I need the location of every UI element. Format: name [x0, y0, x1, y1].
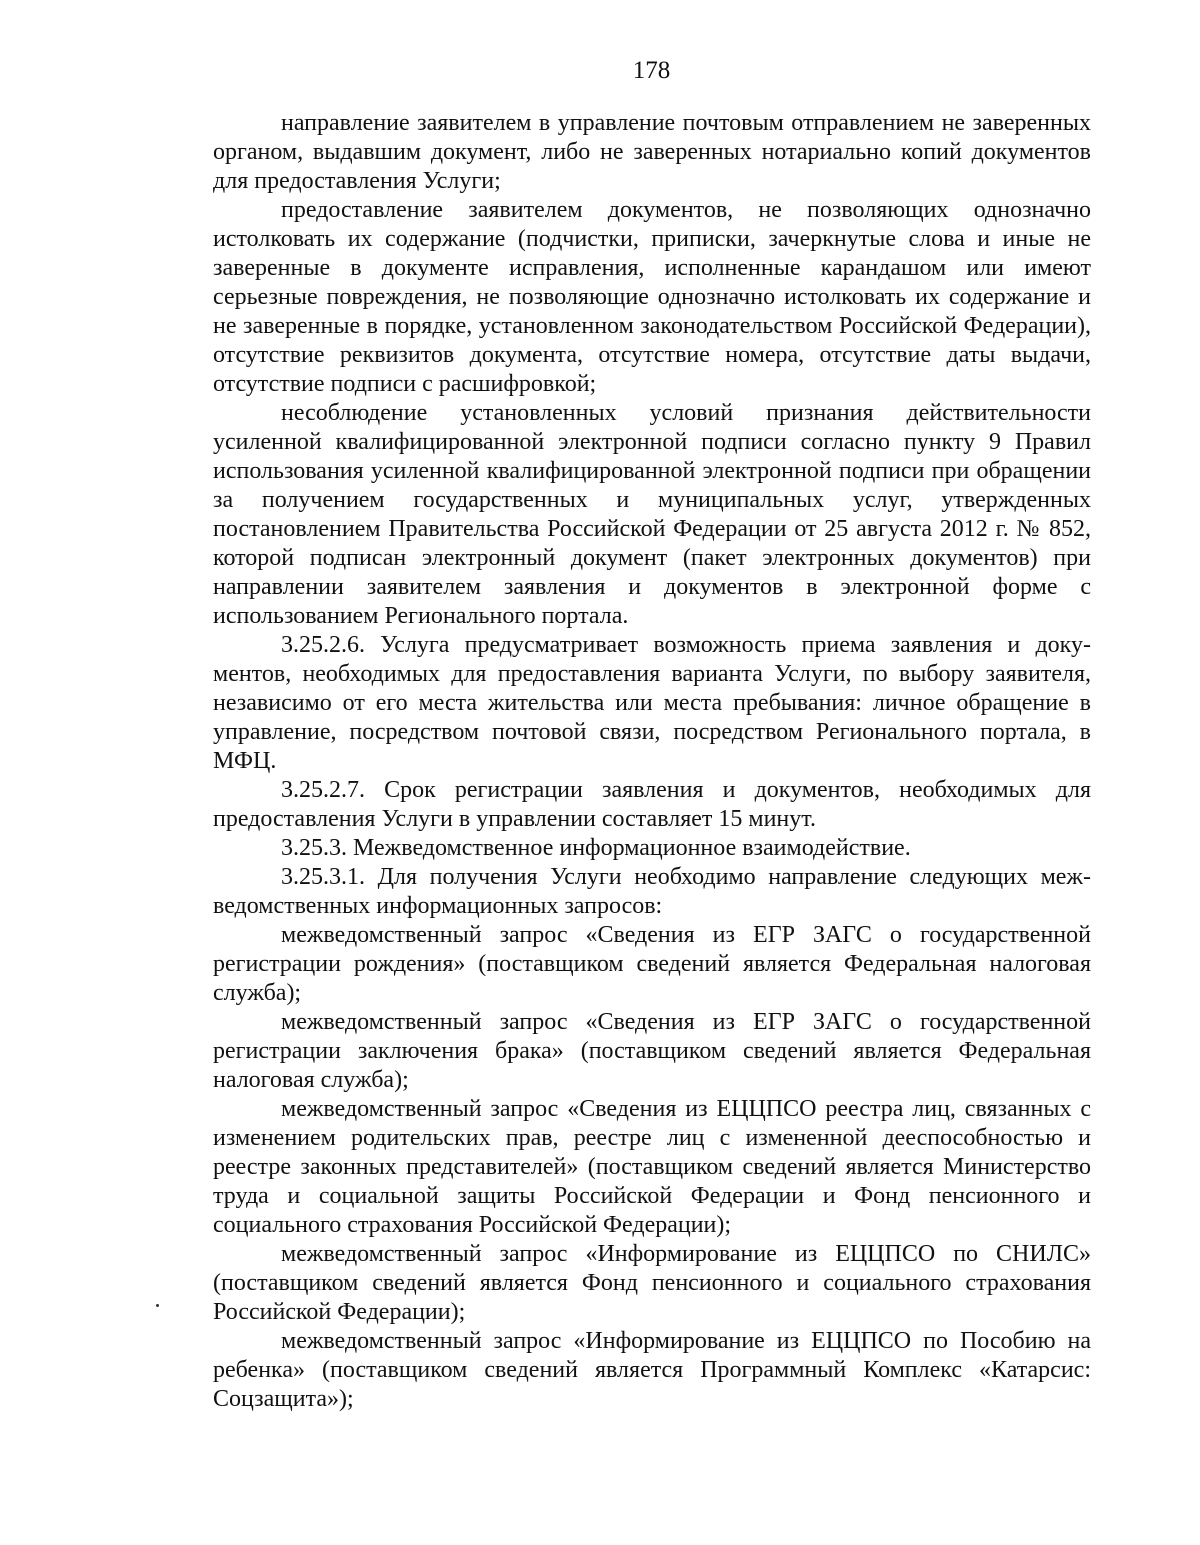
scan-speck [156, 1304, 159, 1307]
request-parental-rights-registry: межведомственный запрос «Сведения из ЕЦЦПСО реестра лиц, связанных с изменением родительских прав, реестре лиц с измененной дееспособностью и реестре законных представителей» (поставщиком сведений является Министерство труда и социальной защиты Российской Федерации и Фонд пенсионного и социального страхования Российской Федерации); [213, 1096, 1091, 1238]
paragraph-electronic-signature: несоблюдение установленных условий признания действительности усиленной квалифицированной электронной подписи согласно пункту 9 Правил использования усиленной квалифицированной электронной подписи при обращении за получением государственных и муниципальных услуг, утвержденных постановлением Правительства Российской Федерации от 25 августа 2012 г. № 852, которой подписан электронный документ (пакет электронных документов) при направлении заявителем заявления и документов в электронной форме с использованием Регионального портала. [213, 400, 1091, 629]
paragraph-postal-copies: направление заявителем в управление почтовым отправлением не заверенных органом, выдавшим документ, либо не заверенных нотариально копий документов для предоставления Услуги; [213, 110, 1091, 194]
paragraph-3-25-2-7: 3.25.2.7. Срок регистрации заявления и документов, необходимых для предоставления Услуги в управлении составляет 15 минут. [213, 777, 1091, 832]
paragraph-3-25-3: 3.25.3. Межведомственное информационное взаимодействие. [281, 835, 911, 861]
document-body [213, 109, 1091, 1414]
paragraph-3-25-3-1: 3.25.3.1. Для получения Услуги необходимо направление следующих межведомственных информационных запросов: [213, 864, 1091, 919]
request-snils: межведомственный запрос «Информирование из ЕЦЦПСО по СНИЛС» (поставщиком сведений является Фонд пенсионного и социального страхования Российской Федерации); [213, 1241, 1091, 1325]
page-number: 178 [632, 57, 671, 84]
paragraph-3-25-2-6: 3.25.2.6. Услуга предусматривает возможность приема заявления и документов, необходимых для предоставления варианта Услуги, по выбору заявителя, независимо от его места жительства или места пребывания: личное обращение в управление, посредством почтовой связи, посредством Регионального портала, в МФЦ. [213, 632, 1091, 774]
request-child-allowance: межведомственный запрос «Информирование из ЕЦЦПСО по Пособию на ребенка» (поставщиком сведений является Программный Комплекс «Катарсис: Соцзащита»); [213, 1328, 1091, 1412]
paragraph-ambiguous-documents: предоставление заявителем документов, не позволяющих однозначно истолковать их содержание (подчистки, приписки, зачеркнутые слова и иные не заверенные в документе исправления, исполненные карандашом или имеют серьезные повреждения, не позволяющие однозначно истолковать их содержание и не заверенные в порядке, установленном законодательством Российской Федерации), отсутствие реквизитов документа, отсутствие номера, отсутствие даты выдачи, отсутствие подписи с расшифровкой; [213, 197, 1091, 397]
request-marriage-registration: межведомственный запрос «Сведения из ЕГР ЗАГС о государственной регистрации заключения брака» (поставщиком сведений является Федеральная налоговая служба); [213, 1009, 1091, 1093]
request-birth-registration: межведомственный запрос «Сведения из ЕГР ЗАГС о государственной регистрации рождения» (поставщиком сведений является Федеральная налоговая служба); [213, 922, 1091, 1006]
